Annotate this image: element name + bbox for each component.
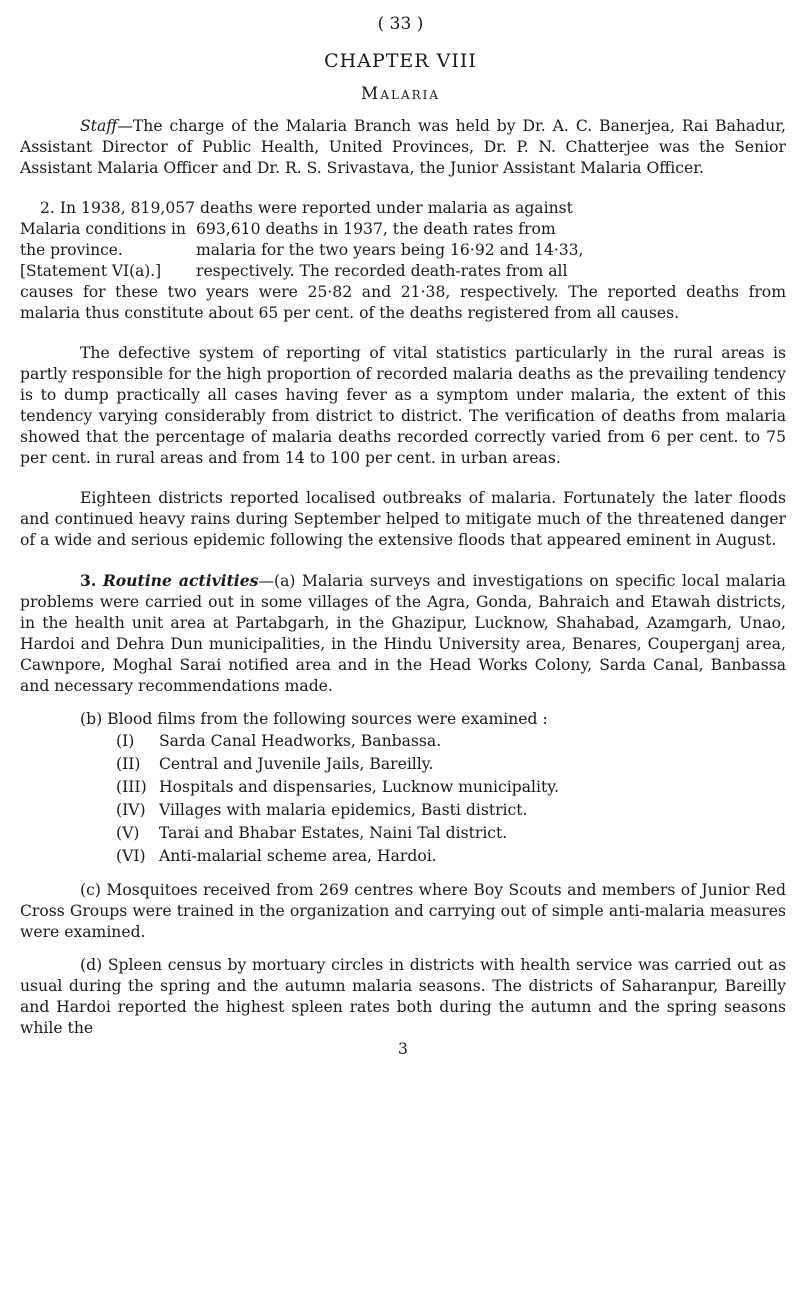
- section3-c-label: (c): [80, 881, 101, 899]
- list-item: (VI) Anti-malarial scheme area, Hardoi.: [116, 847, 437, 865]
- section3-heading: Routine activities: [102, 571, 259, 590]
- section2-right-line: 693,610 deaths in 1937, the death rates from: [196, 220, 556, 238]
- section3-b-label: (b): [80, 710, 103, 728]
- blood-film-sources-list: [20, 730, 786, 868]
- paragraph-routine-d: [20, 955, 786, 1039]
- section2-first-line: [20, 198, 786, 219]
- section2-number: 2.: [40, 199, 55, 217]
- section3-a-label: —(a): [258, 572, 296, 590]
- section3-number: 3.: [80, 571, 97, 590]
- paragraph-routine-b: [20, 709, 786, 730]
- footer-signature-mark: 3: [398, 1040, 408, 1058]
- section2-right-line: respectively. The recorded death-rates from all: [196, 262, 568, 280]
- section3-d-label: (d): [80, 956, 103, 974]
- section3-d-text: Spleen census by mortuary circles in districts with health service was carried out as usual during the spring and the autumn malaria seasons. The districts of Saharanpur, Bareilly and Hardoi reported the highest spleen rates both during the autumn and the spring seasons while the: [20, 956, 786, 1037]
- body-text: [20, 116, 786, 1060]
- section3-c-text: Mosquitoes received from 269 centres where Boy Scouts and members of Junior Red Cross Groups were trained in the organization and carrying out of simple anti-malaria measures were examined.: [20, 881, 786, 941]
- paragraph-defective-reporting: The defective system of reporting of vital statistics particularly in the rural areas is partly responsible for the high proportion of recorded malaria deaths as the prevailing tendency is to dump practically all cases having fever as a symptom under malaria, the extent of this tendency varying considerably from district to district. The verification of deaths from malaria showed that the percentage of malaria deaths recorded correctly varied from 6 per cent. to 75 per cent. in rural areas and from 14 to 100 per cent. in urban areas.: [20, 344, 786, 467]
- list-item: (V) Tarai and Bhabar Estates, Naini Tal district.: [116, 824, 508, 842]
- section3-a-text: Malaria surveys and investigations on specific local malaria problems were carried out in some villages of the Agra, Gonda, Bahraich and Etawah districts, in the health unit area at Partabgarh, in the Ghazipur, Lucknow, Shahabad, Azamgarh, Unao, Hardoi and Dehra Dun municipalities, in the Hindu University area, Benares, Couperganj area, Cawnpore, Moghal Sarai notified area and in the Head Works Colony, Sarda Canal, Banbassa and necessary recommendations made.: [20, 572, 786, 695]
- paragraph-staff: [20, 116, 786, 179]
- section3-b-text: Blood films from the following sources were examined :: [107, 710, 548, 728]
- section2-right-line: malaria for the two years being 16·92 and 14·33,: [196, 241, 584, 259]
- list-item: (III) Hospitals and dispensaries, Lucknow municipality.: [116, 778, 559, 796]
- side-note: Malaria conditions in the province. [Statement VI(a).]: [20, 220, 186, 280]
- staff-text: —The charge of the Malaria Branch was held by Dr. A. C. Banerjea, Rai Bahadur, Assistant Director of Public Health, United Provinces, Dr. P. N. Chatterjee was the Senior Assistant Malaria Officer and Dr. R. S. Srivastava, the Junior Assistant Malaria Officer.: [20, 117, 786, 177]
- chapter-title: Malaria: [360, 84, 441, 104]
- chapter-heading: CHAPTER VIII: [324, 50, 477, 72]
- paragraph-outbreaks: Eighteen districts reported localised outbreaks of malaria. Fortunately the later floods and continued heavy rains during September helped to mitigate much of the threatened danger of a wide and serious epidemic following the extensive floods that appeared eminent in August.: [20, 489, 786, 549]
- list-item: (IV) Villages with malaria epidemics, Basti district.: [116, 801, 528, 819]
- paragraph-routine-c: [20, 880, 786, 943]
- staff-lead: Staff: [80, 117, 118, 135]
- list-item: (II) Central and Juvenile Jails, Bareilly.: [116, 755, 434, 773]
- section2-line: In 1938, 819,057 deaths were reported under malaria as against: [59, 199, 573, 217]
- page-number: ( 33 ): [377, 14, 424, 34]
- section2-rest: causes for these two years were 25·82 and 21·38, respectively. The reported deaths from malaria thus constitute about 65 per cent. of the deaths registered from all causes.: [20, 283, 786, 322]
- paragraph-malaria-conditions: [20, 198, 786, 282]
- paragraph-routine-a: [20, 570, 786, 697]
- list-item: (I) Sarda Canal Headworks, Banbassa.: [116, 732, 442, 750]
